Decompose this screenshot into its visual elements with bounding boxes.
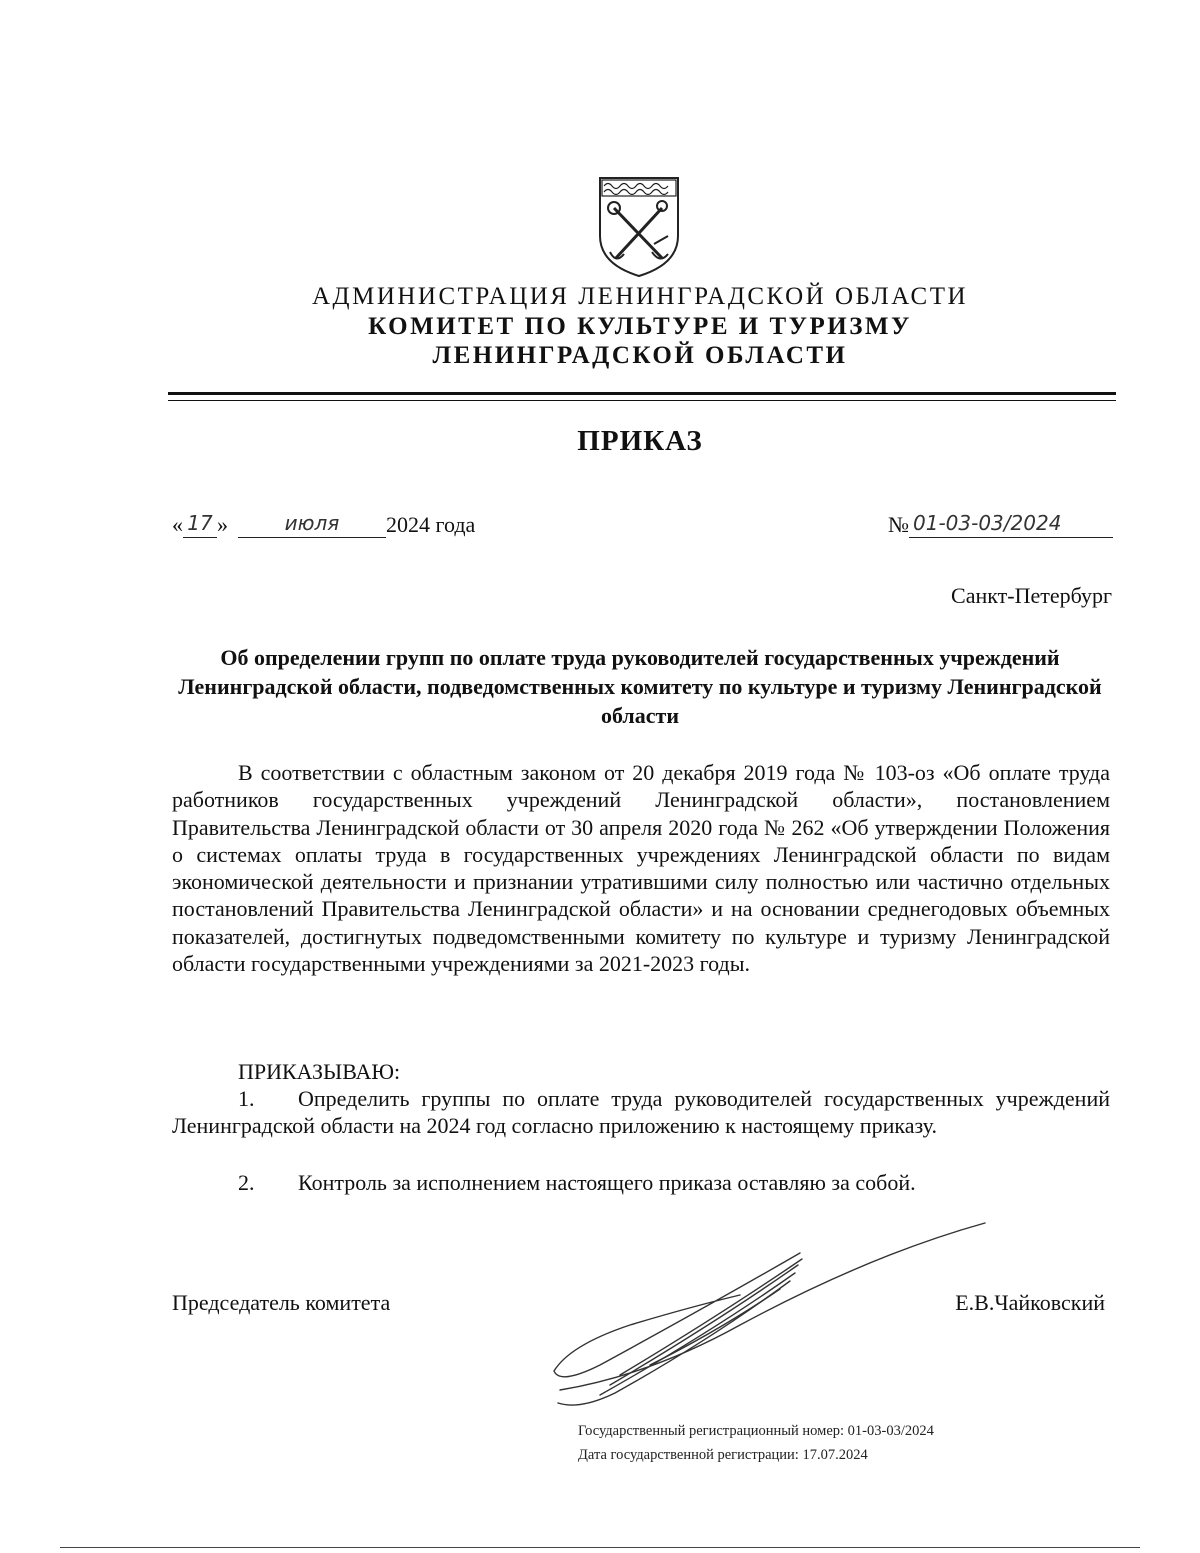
registration-number: Государственный регистрационный номер: 01-03-03/2024 bbox=[578, 1423, 934, 1439]
order-item-2 bbox=[238, 1170, 916, 1196]
document-title: ПРИКАЗ bbox=[577, 425, 703, 457]
order-number bbox=[888, 511, 1113, 543]
number-handwritten: 01-03-03/2024 bbox=[909, 511, 1113, 538]
date-day-handwritten: 17 bbox=[183, 511, 217, 538]
org-committee-name: КОМИТЕТ ПО КУЛЬТУРЕ И ТУРИЗМУ bbox=[368, 313, 912, 340]
signer-position: Председатель комитета bbox=[172, 1290, 391, 1315]
org-admin-name: АДМИНИСТРАЦИЯ ЛЕНИНГРАДСКОЙ ОБЛАСТИ bbox=[311, 283, 969, 310]
order-item-1 bbox=[172, 1085, 1110, 1140]
date-month-handwritten: июля bbox=[238, 511, 386, 538]
coat-of-arms-icon bbox=[596, 174, 682, 280]
org-region-name: ЛЕНИНГРАДСКОЙ ОБЛАСТИ bbox=[432, 342, 848, 369]
order-item-number: 2. bbox=[238, 1170, 255, 1195]
header-divider-thin bbox=[168, 400, 1116, 401]
order-item-text: Определить группы по оплате труда руководителей государственных учреждений Ленинградской области на 2024 год согласно приложению к настоящему приказу. bbox=[172, 1086, 1110, 1139]
footer-divider bbox=[60, 1547, 1140, 1548]
order-item-text: Контроль за исполнением настоящего приказа оставляю за собой. bbox=[298, 1170, 916, 1195]
signer-name: Е.В.Чайковский bbox=[955, 1290, 1105, 1315]
preamble-paragraph: В соответствии с областным законом от 20 декабря 2019 года № 103-оз «Об оплате труда работников государственных учреждений Ленинградской области», постановлением Правительства Ленинградской области от 30 апреля 2020 года № 262 «Об утверждении Положения о системах оплаты труда в государственных учреждениях Ленинградской области по видам экономической деятельности и признании утратившими силу полностью или частично отдельных постановлений Правительства Ленинградской области» и на основании среднегодовых объемных показателей, достигнутых подведомственными комитету по культуре и туризму Ленинградской области государственными учреждениями за 2021-2023 годы. bbox=[172, 760, 1110, 977]
date-year: 2024 года bbox=[386, 512, 476, 537]
order-item-number: 1. bbox=[238, 1086, 255, 1111]
handwritten-signature bbox=[540, 1215, 1000, 1415]
city: Санкт-Петербург bbox=[951, 583, 1112, 608]
order-directive: ПРИКАЗЫВАЮ: bbox=[238, 1059, 401, 1084]
order-date bbox=[172, 511, 475, 543]
header-divider-thick bbox=[168, 392, 1116, 395]
order-subject: Об определении групп по оплате труда руководителей государственных учреждений Ленинградской области, подведомственных комитету по культуре и туризму Ленинградской области bbox=[178, 645, 1102, 728]
number-label: № bbox=[888, 512, 909, 537]
date-open-quote: « bbox=[172, 512, 183, 537]
registration-date: Дата государственной регистрации: 17.07.2024 bbox=[578, 1447, 868, 1463]
date-close-quote: » bbox=[217, 512, 228, 537]
